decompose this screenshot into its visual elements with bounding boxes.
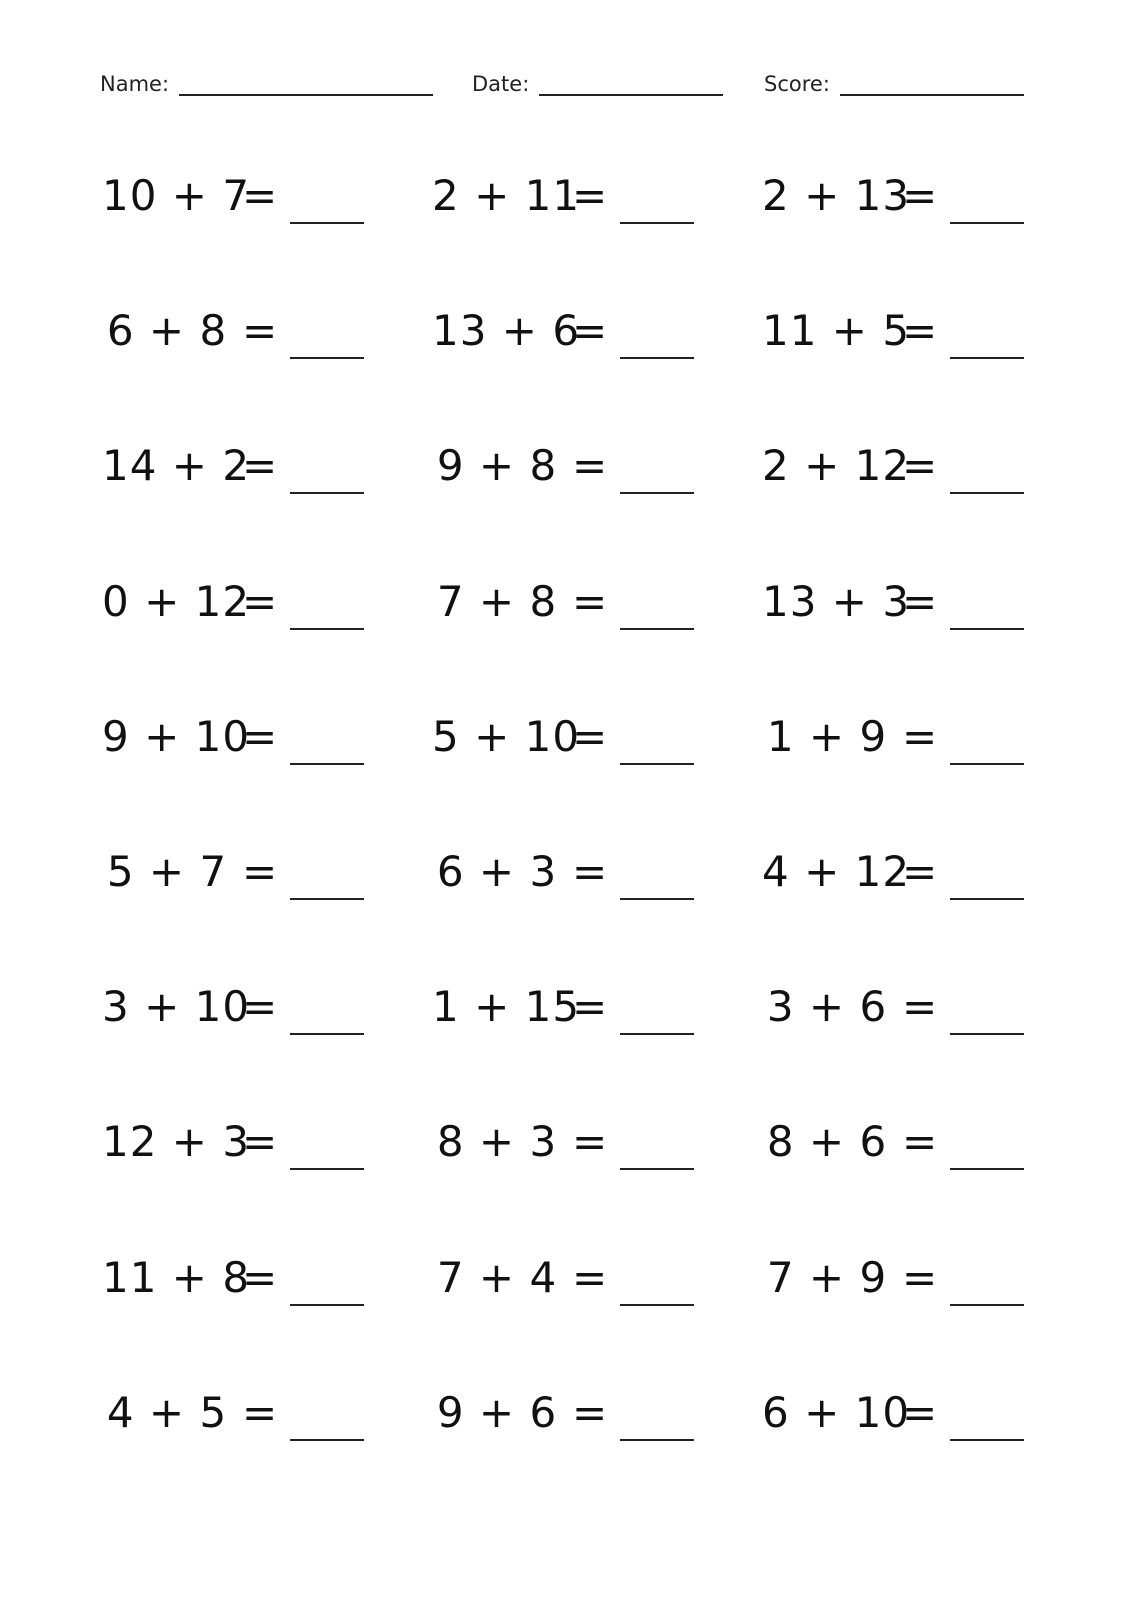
problem-expression: 13 + 3 (762, 577, 911, 626)
answer-blank[interactable] (620, 1409, 694, 1441)
answer-blank[interactable] (950, 192, 1024, 224)
problem-expression: 7 + 9 (766, 1253, 888, 1302)
answer-blank[interactable] (620, 868, 694, 900)
answer-blank[interactable] (950, 1274, 1024, 1306)
answer-blank[interactable] (290, 462, 364, 494)
answer-blank[interactable] (620, 598, 694, 630)
problem-item (102, 842, 442, 912)
equals-sign: = (242, 1253, 279, 1302)
answer-blank[interactable] (290, 1274, 364, 1306)
answer-blank[interactable] (950, 327, 1024, 359)
equals-sign: = (242, 1117, 279, 1166)
equals-sign: = (902, 171, 939, 220)
problem-item (102, 1248, 442, 1318)
problem-expression: 6 + 10 (762, 1388, 911, 1437)
answer-blank[interactable] (950, 1409, 1024, 1441)
answer-blank[interactable] (290, 598, 364, 630)
problem-expression: 2 + 12 (762, 441, 911, 490)
problem-expression: 2 + 13 (762, 171, 911, 220)
problem-item (432, 572, 772, 642)
problem-item (762, 436, 1102, 506)
equals-sign: = (902, 847, 939, 896)
answer-blank[interactable] (620, 462, 694, 494)
problem-item (762, 1383, 1102, 1453)
equals-sign: = (572, 171, 609, 220)
equals-sign: = (242, 306, 279, 355)
problem-expression: 5 + 10 (432, 712, 581, 761)
answer-blank[interactable] (620, 1274, 694, 1306)
answer-blank[interactable] (290, 192, 364, 224)
problem-item (102, 301, 442, 371)
problem-expression: 3 + 10 (102, 982, 251, 1031)
equals-sign: = (572, 306, 609, 355)
problem-item (762, 842, 1102, 912)
problem-expression: 11 + 8 (102, 1253, 251, 1302)
problem-item (432, 436, 772, 506)
equals-sign: = (572, 1117, 609, 1166)
answer-blank[interactable] (290, 868, 364, 900)
problem-expression: 7 + 4 (436, 1253, 558, 1302)
problem-item (102, 166, 442, 236)
problem-item (102, 572, 442, 642)
problem-expression: 1 + 9 (766, 712, 888, 761)
name-label: Name: (100, 72, 170, 96)
problem-item (432, 1248, 772, 1318)
equals-sign: = (242, 712, 279, 761)
problem-item (432, 842, 772, 912)
answer-blank[interactable] (290, 1138, 364, 1170)
problem-expression: 7 + 8 (436, 577, 558, 626)
equals-sign: = (572, 847, 609, 896)
problem-expression: 11 + 5 (762, 306, 911, 355)
equals-sign: = (902, 441, 939, 490)
equals-sign: = (572, 441, 609, 490)
problem-item (762, 1248, 1102, 1318)
problem-expression: 8 + 3 (436, 1117, 558, 1166)
problem-item (432, 1383, 772, 1453)
problem-item (102, 1112, 442, 1182)
problem-item (432, 166, 772, 236)
problem-item (432, 707, 772, 777)
problem-expression: 1 + 15 (432, 982, 581, 1031)
problem-expression: 9 + 6 (436, 1388, 558, 1437)
answer-blank[interactable] (290, 1003, 364, 1035)
equals-sign: = (902, 1253, 939, 1302)
problem-item (762, 707, 1102, 777)
problem-item (762, 166, 1102, 236)
problem-expression: 4 + 12 (762, 847, 911, 896)
equals-sign: = (572, 712, 609, 761)
problem-item (432, 977, 772, 1047)
answer-blank[interactable] (620, 192, 694, 224)
answer-blank[interactable] (950, 462, 1024, 494)
equals-sign: = (902, 1117, 939, 1166)
equals-sign: = (902, 577, 939, 626)
problem-expression: 9 + 8 (436, 441, 558, 490)
answer-blank[interactable] (950, 733, 1024, 765)
answer-blank[interactable] (290, 327, 364, 359)
problem-expression: 12 + 3 (102, 1117, 251, 1166)
problem-item (432, 1112, 772, 1182)
problem-expression: 6 + 3 (436, 847, 558, 896)
problem-expression: 6 + 8 (106, 306, 228, 355)
equals-sign: = (902, 712, 939, 761)
date-label: Date: (472, 72, 530, 96)
problem-expression: 4 + 5 (106, 1388, 228, 1437)
problem-item (762, 977, 1102, 1047)
answer-blank[interactable] (950, 598, 1024, 630)
equals-sign: = (902, 1388, 939, 1437)
problem-item (102, 436, 442, 506)
score-label: Score: (764, 72, 830, 96)
problem-expression: 9 + 10 (102, 712, 251, 761)
problem-expression: 14 + 2 (102, 441, 251, 490)
equals-sign: = (242, 441, 279, 490)
answer-blank[interactable] (620, 327, 694, 359)
equals-sign: = (572, 982, 609, 1031)
answer-blank[interactable] (620, 1138, 694, 1170)
equals-sign: = (902, 306, 939, 355)
answer-blank[interactable] (950, 868, 1024, 900)
problem-item (102, 1383, 442, 1453)
problem-item (102, 977, 442, 1047)
equals-sign: = (902, 982, 939, 1031)
equals-sign: = (242, 1388, 279, 1437)
equals-sign: = (242, 847, 279, 896)
problem-expression: 8 + 6 (766, 1117, 888, 1166)
equals-sign: = (242, 982, 279, 1031)
answer-blank[interactable] (620, 733, 694, 765)
answer-blank[interactable] (950, 1003, 1024, 1035)
problem-item (762, 1112, 1102, 1182)
problem-item (102, 707, 442, 777)
answer-blank[interactable] (290, 1409, 364, 1441)
answer-blank[interactable] (620, 1003, 694, 1035)
problem-expression: 0 + 12 (102, 577, 251, 626)
problem-expression: 3 + 6 (766, 982, 888, 1031)
equals-sign: = (572, 577, 609, 626)
problem-item (762, 572, 1102, 642)
problem-expression: 10 + 7 (102, 171, 251, 220)
answer-blank[interactable] (950, 1138, 1024, 1170)
problem-expression: 13 + 6 (432, 306, 581, 355)
problem-expression: 2 + 11 (432, 171, 581, 220)
equals-sign: = (242, 577, 279, 626)
equals-sign: = (572, 1253, 609, 1302)
problem-item (432, 301, 772, 371)
problem-expression: 5 + 7 (106, 847, 228, 896)
problem-item (762, 301, 1102, 371)
equals-sign: = (572, 1388, 609, 1437)
answer-blank[interactable] (290, 733, 364, 765)
equals-sign: = (242, 171, 279, 220)
